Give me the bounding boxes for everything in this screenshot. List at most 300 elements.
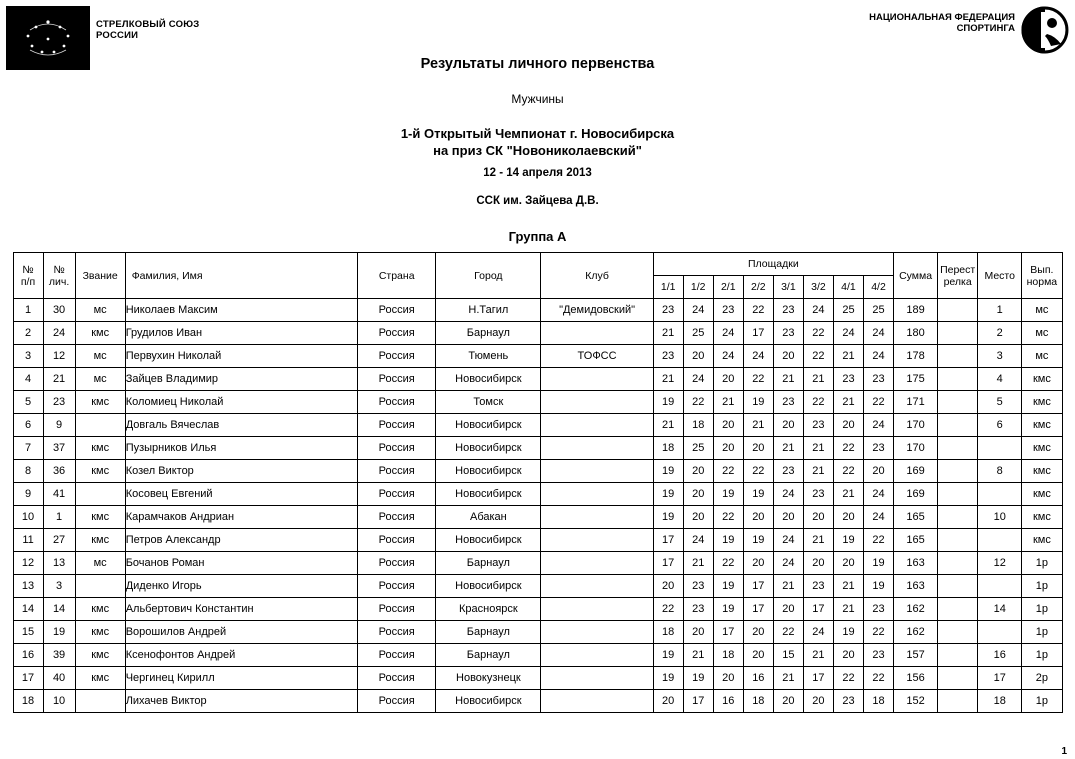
cell-number-pp: 15 — [13, 621, 43, 644]
cell-ground-3: 19 — [713, 529, 743, 552]
cell-name: Грудилов Иван — [125, 322, 357, 345]
cell-ground-5: 20 — [773, 414, 803, 437]
cell-ground-3: 24 — [713, 345, 743, 368]
cell-ground-2: 20 — [683, 460, 713, 483]
cell-club — [541, 552, 653, 575]
cell-ground-2: 23 — [683, 598, 713, 621]
cell-norm: 1р — [1022, 598, 1062, 621]
cell-ground-7: 25 — [833, 299, 863, 322]
table-row — [13, 621, 1062, 644]
organization-left-line1: СТРЕЛКОВЫЙ СОЮЗ — [96, 19, 200, 30]
cell-ground-5: 23 — [773, 391, 803, 414]
cell-place — [978, 483, 1022, 506]
cell-ground-2: 17 — [683, 690, 713, 713]
cell-ground-3: 19 — [713, 598, 743, 621]
cell-ground-8: 24 — [863, 345, 893, 368]
table-row — [13, 644, 1062, 667]
cell-norm: 2р — [1022, 667, 1062, 690]
cell-ground-7: 22 — [833, 460, 863, 483]
cell-place: 18 — [978, 690, 1022, 713]
cell-place: 5 — [978, 391, 1022, 414]
cell-ground-7: 21 — [833, 575, 863, 598]
cell-ground-1: 19 — [653, 483, 683, 506]
cell-ground-2: 20 — [683, 483, 713, 506]
cell-ground-5: 23 — [773, 322, 803, 345]
cell-ground-5: 20 — [773, 598, 803, 621]
results-table — [13, 252, 1063, 713]
cell-number-pp: 3 — [13, 345, 43, 368]
cell-sum: 163 — [894, 552, 938, 575]
shooting-union-logo — [6, 6, 90, 70]
cell-ground-3: 24 — [713, 322, 743, 345]
cell-ground-7: 20 — [833, 552, 863, 575]
cell-city: Томск — [436, 391, 541, 414]
cell-ground-1: 19 — [653, 391, 683, 414]
cell-ground-1: 19 — [653, 506, 683, 529]
cell-number-personal: 10 — [43, 690, 75, 713]
cell-ground-7: 21 — [833, 345, 863, 368]
cell-sum: 162 — [894, 598, 938, 621]
cell-number-pp: 2 — [13, 322, 43, 345]
cell-ground-4: 16 — [743, 667, 773, 690]
cell-sum: 170 — [894, 414, 938, 437]
organization-left-line2: РОССИИ — [96, 30, 139, 41]
cell-country: Россия — [358, 667, 436, 690]
cell-number-personal: 13 — [43, 552, 75, 575]
cell-rank: кмс — [75, 322, 125, 345]
table-row — [13, 368, 1062, 391]
cell-ground-3: 16 — [713, 690, 743, 713]
cell-ground-7: 19 — [833, 529, 863, 552]
cell-club — [541, 460, 653, 483]
cell-ground-1: 23 — [653, 299, 683, 322]
table-row — [13, 345, 1062, 368]
cell-ground-2: 20 — [683, 621, 713, 644]
cell-name: Коломиец Николай — [125, 391, 357, 414]
table-row — [13, 299, 1062, 322]
table-header-row-1 — [13, 253, 1062, 276]
cell-rank — [75, 483, 125, 506]
cell-city: Барнаул — [436, 322, 541, 345]
cell-club — [541, 391, 653, 414]
cell-country: Россия — [358, 345, 436, 368]
gender-subtitle: Мужчины — [511, 92, 564, 106]
event-dates: 12 - 14 апреля 2013 — [483, 167, 592, 179]
cell-norm: кмс — [1022, 437, 1062, 460]
cell-country: Россия — [358, 552, 436, 575]
cell-ground-1: 17 — [653, 529, 683, 552]
cell-ground-8: 23 — [863, 368, 893, 391]
cell-ground-5: 21 — [773, 437, 803, 460]
cell-norm: кмс — [1022, 506, 1062, 529]
cell-place: 1 — [978, 299, 1022, 322]
cell-shootoff — [938, 506, 978, 529]
cell-ground-6: 20 — [803, 690, 833, 713]
cell-ground-5: 21 — [773, 667, 803, 690]
cell-sum: 189 — [894, 299, 938, 322]
table-row — [13, 598, 1062, 621]
cell-country: Россия — [358, 506, 436, 529]
cell-ground-3: 20 — [713, 437, 743, 460]
cell-ground-4: 22 — [743, 460, 773, 483]
cell-ground-7: 22 — [833, 437, 863, 460]
cell-ground-5: 20 — [773, 345, 803, 368]
cell-ground-2: 25 — [683, 322, 713, 345]
cell-ground-2: 20 — [683, 506, 713, 529]
cell-ground-6: 22 — [803, 391, 833, 414]
cell-ground-3: 19 — [713, 575, 743, 598]
column-header-ground-4-2: 4/2 — [863, 276, 893, 299]
cell-ground-7: 23 — [833, 690, 863, 713]
cell-shootoff — [938, 552, 978, 575]
cell-norm: кмс — [1022, 414, 1062, 437]
cell-club: ТОФСС — [541, 345, 653, 368]
cell-place — [978, 529, 1022, 552]
cell-ground-4: 24 — [743, 345, 773, 368]
cell-name: Зайцев Владимир — [125, 368, 357, 391]
cell-ground-3: 20 — [713, 414, 743, 437]
cell-number-pp: 7 — [13, 437, 43, 460]
table-row — [13, 322, 1062, 345]
cell-place: 10 — [978, 506, 1022, 529]
cell-ground-1: 21 — [653, 322, 683, 345]
cell-ground-3: 20 — [713, 667, 743, 690]
cell-shootoff — [938, 299, 978, 322]
cell-shootoff — [938, 460, 978, 483]
cell-shootoff — [938, 368, 978, 391]
col-norm-line1: Вып. — [1030, 263, 1054, 276]
cell-ground-5: 15 — [773, 644, 803, 667]
cell-ground-4: 17 — [743, 575, 773, 598]
cell-ground-5: 20 — [773, 506, 803, 529]
cell-number-pp: 6 — [13, 414, 43, 437]
cell-number-personal: 36 — [43, 460, 75, 483]
cell-sum: 162 — [894, 621, 938, 644]
cell-ground-2: 25 — [683, 437, 713, 460]
col-nl-line1: № — [53, 263, 65, 276]
column-header-norm — [1022, 253, 1062, 299]
cell-norm: 1р — [1022, 644, 1062, 667]
cell-ground-1: 19 — [653, 644, 683, 667]
cell-ground-6: 23 — [803, 575, 833, 598]
cell-place: 8 — [978, 460, 1022, 483]
cell-ground-7: 20 — [833, 644, 863, 667]
cell-place: 3 — [978, 345, 1022, 368]
cell-ground-4: 19 — [743, 391, 773, 414]
cell-ground-2: 24 — [683, 368, 713, 391]
cell-ground-5: 21 — [773, 368, 803, 391]
cell-place: 16 — [978, 644, 1022, 667]
cell-sum: 171 — [894, 391, 938, 414]
table-row — [13, 667, 1062, 690]
cell-number-pp: 1 — [13, 299, 43, 322]
cell-ground-3: 17 — [713, 621, 743, 644]
cell-ground-6: 17 — [803, 667, 833, 690]
cell-ground-3: 18 — [713, 644, 743, 667]
cell-number-personal: 19 — [43, 621, 75, 644]
organization-right-label — [869, 12, 1015, 34]
cell-rank: кмс — [75, 621, 125, 644]
cell-city: Барнаул — [436, 552, 541, 575]
cell-name: Диденко Игорь — [125, 575, 357, 598]
cell-name: Косовец Евгений — [125, 483, 357, 506]
cell-number-pp: 18 — [13, 690, 43, 713]
cell-number-personal: 23 — [43, 391, 75, 414]
cell-number-pp: 5 — [13, 391, 43, 414]
cell-name: Пузырников Илья — [125, 437, 357, 460]
cell-country: Россия — [358, 391, 436, 414]
cell-ground-1: 21 — [653, 368, 683, 391]
cell-number-personal: 37 — [43, 437, 75, 460]
cell-club — [541, 690, 653, 713]
cell-ground-6: 21 — [803, 437, 833, 460]
cell-name: Альбертович Константин — [125, 598, 357, 621]
cell-sum: 178 — [894, 345, 938, 368]
cell-ground-8: 23 — [863, 598, 893, 621]
cell-ground-6: 23 — [803, 414, 833, 437]
table-row — [13, 529, 1062, 552]
cell-name: Довгаль Вячеслав — [125, 414, 357, 437]
col-np-line1: № — [22, 263, 34, 276]
cell-ground-6: 20 — [803, 506, 833, 529]
column-header-name: Фамилия, Имя — [125, 253, 357, 299]
championship-title — [0, 125, 1075, 159]
cell-place: 12 — [978, 552, 1022, 575]
cell-ground-2: 21 — [683, 644, 713, 667]
cell-number-personal: 24 — [43, 322, 75, 345]
cell-ground-4: 20 — [743, 644, 773, 667]
cell-city: Новосибирск — [436, 529, 541, 552]
cell-name: Ворошилов Андрей — [125, 621, 357, 644]
cell-ground-4: 21 — [743, 414, 773, 437]
title-block — [0, 56, 1075, 244]
cell-name: Ксенофонтов Андрей — [125, 644, 357, 667]
cell-shootoff — [938, 529, 978, 552]
cell-club — [541, 506, 653, 529]
cell-sum: 169 — [894, 483, 938, 506]
column-header-ground-4-1: 4/1 — [833, 276, 863, 299]
cell-city: Новосибирск — [436, 414, 541, 437]
cell-city: Новосибирск — [436, 483, 541, 506]
cell-rank: кмс — [75, 644, 125, 667]
cell-ground-8: 22 — [863, 621, 893, 644]
cell-number-personal: 21 — [43, 368, 75, 391]
cell-name: Бочанов Роман — [125, 552, 357, 575]
cell-country: Россия — [358, 322, 436, 345]
cell-ground-1: 19 — [653, 667, 683, 690]
column-header-number-pp — [13, 253, 43, 299]
table-row — [13, 483, 1062, 506]
cell-country: Россия — [358, 644, 436, 667]
col-norm-line2: норма — [1026, 275, 1058, 288]
cell-ground-5: 20 — [773, 690, 803, 713]
cell-ground-8: 24 — [863, 483, 893, 506]
table-row — [13, 552, 1062, 575]
cell-rank: кмс — [75, 506, 125, 529]
cell-ground-8: 18 — [863, 690, 893, 713]
cell-rank: кмс — [75, 391, 125, 414]
cell-ground-6: 23 — [803, 483, 833, 506]
cell-ground-1: 20 — [653, 575, 683, 598]
table-head — [13, 253, 1062, 299]
cell-rank: мс — [75, 368, 125, 391]
cell-ground-4: 17 — [743, 322, 773, 345]
cell-ground-8: 22 — [863, 391, 893, 414]
cell-ground-4: 22 — [743, 299, 773, 322]
cell-country: Россия — [358, 437, 436, 460]
cell-ground-8: 22 — [863, 667, 893, 690]
cell-ground-6: 21 — [803, 529, 833, 552]
cell-ground-2: 19 — [683, 667, 713, 690]
column-header-ground-2-2: 2/2 — [743, 276, 773, 299]
cell-name: Козел Виктор — [125, 460, 357, 483]
cell-ground-4: 18 — [743, 690, 773, 713]
cell-number-pp: 9 — [13, 483, 43, 506]
cell-sum: 170 — [894, 437, 938, 460]
cell-norm: 1р — [1022, 690, 1062, 713]
table-row — [13, 460, 1062, 483]
cell-ground-5: 24 — [773, 529, 803, 552]
cell-ground-7: 21 — [833, 598, 863, 621]
cell-ground-7: 20 — [833, 506, 863, 529]
cell-number-personal: 30 — [43, 299, 75, 322]
cell-norm: 1р — [1022, 621, 1062, 644]
cell-city: Новосибирск — [436, 437, 541, 460]
cell-country: Россия — [358, 299, 436, 322]
cell-ground-4: 19 — [743, 483, 773, 506]
column-header-shootoff — [938, 253, 978, 299]
cell-shootoff — [938, 667, 978, 690]
cell-ground-8: 19 — [863, 552, 893, 575]
cell-club — [541, 368, 653, 391]
cell-ground-7: 21 — [833, 391, 863, 414]
cell-ground-7: 20 — [833, 414, 863, 437]
cell-ground-8: 24 — [863, 322, 893, 345]
cell-number-personal: 1 — [43, 506, 75, 529]
cell-ground-3: 22 — [713, 460, 743, 483]
cell-sum: 152 — [894, 690, 938, 713]
cell-ground-8: 23 — [863, 437, 893, 460]
cell-place: 14 — [978, 598, 1022, 621]
organization-right-line2: СПОРТИНГА — [956, 23, 1015, 34]
cell-ground-6: 22 — [803, 322, 833, 345]
table-row — [13, 414, 1062, 437]
cell-number-pp: 4 — [13, 368, 43, 391]
cell-city: Барнаул — [436, 621, 541, 644]
cell-city: Красноярск — [436, 598, 541, 621]
cell-place: 4 — [978, 368, 1022, 391]
table-row — [13, 575, 1062, 598]
column-header-sum: Сумма — [894, 253, 938, 299]
col-nl-line2: лич. — [48, 275, 70, 288]
column-header-place: Место — [978, 253, 1022, 299]
cell-rank: кмс — [75, 437, 125, 460]
cell-norm: кмс — [1022, 391, 1062, 414]
cell-ground-3: 20 — [713, 368, 743, 391]
cell-ground-4: 19 — [743, 529, 773, 552]
cell-ground-6: 20 — [803, 552, 833, 575]
cell-number-pp: 14 — [13, 598, 43, 621]
column-header-club: Клуб — [541, 253, 653, 299]
cell-club: "Демидовский" — [541, 299, 653, 322]
championship-line1: 1-й Открытый Чемпионат г. Новосибирска — [400, 126, 675, 141]
cell-ground-3: 22 — [713, 506, 743, 529]
cell-number-personal: 14 — [43, 598, 75, 621]
column-header-number-personal — [43, 253, 75, 299]
cell-shootoff — [938, 483, 978, 506]
cell-sum: 157 — [894, 644, 938, 667]
cell-ground-6: 21 — [803, 368, 833, 391]
cell-number-pp: 8 — [13, 460, 43, 483]
cell-sum: 165 — [894, 506, 938, 529]
cell-number-pp: 16 — [13, 644, 43, 667]
cell-name: Николаев Максим — [125, 299, 357, 322]
column-header-ground-2-1: 2/1 — [713, 276, 743, 299]
table-body — [13, 299, 1062, 713]
cell-club — [541, 437, 653, 460]
cell-country: Россия — [358, 414, 436, 437]
group-label: Группа А — [508, 229, 567, 244]
cell-place — [978, 575, 1022, 598]
cell-number-pp: 13 — [13, 575, 43, 598]
cell-city: Новокузнецк — [436, 667, 541, 690]
cell-ground-8: 23 — [863, 644, 893, 667]
cell-name: Первухин Николай — [125, 345, 357, 368]
championship-line2: на приз СК "Новониколаевский" — [433, 143, 642, 158]
cell-norm: 1р — [1022, 552, 1062, 575]
cell-ground-6: 17 — [803, 598, 833, 621]
cell-ground-1: 19 — [653, 460, 683, 483]
cell-ground-1: 18 — [653, 437, 683, 460]
cell-city: Новосибирск — [436, 575, 541, 598]
organization-right-line1: НАЦИОНАЛЬНАЯ ФЕДЕРАЦИЯ — [869, 12, 1015, 23]
cell-ground-4: 20 — [743, 621, 773, 644]
cell-club — [541, 414, 653, 437]
cell-rank: мс — [75, 552, 125, 575]
cell-country: Россия — [358, 529, 436, 552]
cell-country: Россия — [358, 690, 436, 713]
cell-club — [541, 529, 653, 552]
cell-ground-6: 21 — [803, 460, 833, 483]
cell-number-pp: 11 — [13, 529, 43, 552]
cell-ground-2: 21 — [683, 552, 713, 575]
document-header — [0, 0, 1075, 56]
cell-ground-6: 24 — [803, 621, 833, 644]
col-shootoff-line1: Перест — [940, 263, 976, 276]
column-header-rank: Звание — [75, 253, 125, 299]
cell-ground-2: 23 — [683, 575, 713, 598]
cell-shootoff — [938, 345, 978, 368]
cell-rank — [75, 414, 125, 437]
cell-country: Россия — [358, 460, 436, 483]
cell-sum: 169 — [894, 460, 938, 483]
cell-ground-5: 24 — [773, 552, 803, 575]
cell-ground-3: 21 — [713, 391, 743, 414]
cell-country: Россия — [358, 621, 436, 644]
sporting-federation-logo — [1021, 6, 1069, 54]
cell-club — [541, 621, 653, 644]
cell-number-personal: 3 — [43, 575, 75, 598]
cell-ground-5: 24 — [773, 483, 803, 506]
cell-number-personal: 41 — [43, 483, 75, 506]
event-venue: ССК им. Зайцева Д.В. — [476, 195, 599, 207]
cell-shootoff — [938, 690, 978, 713]
cell-ground-7: 22 — [833, 667, 863, 690]
cell-rank: мс — [75, 299, 125, 322]
cell-rank — [75, 575, 125, 598]
cell-rank — [75, 690, 125, 713]
cell-club — [541, 483, 653, 506]
